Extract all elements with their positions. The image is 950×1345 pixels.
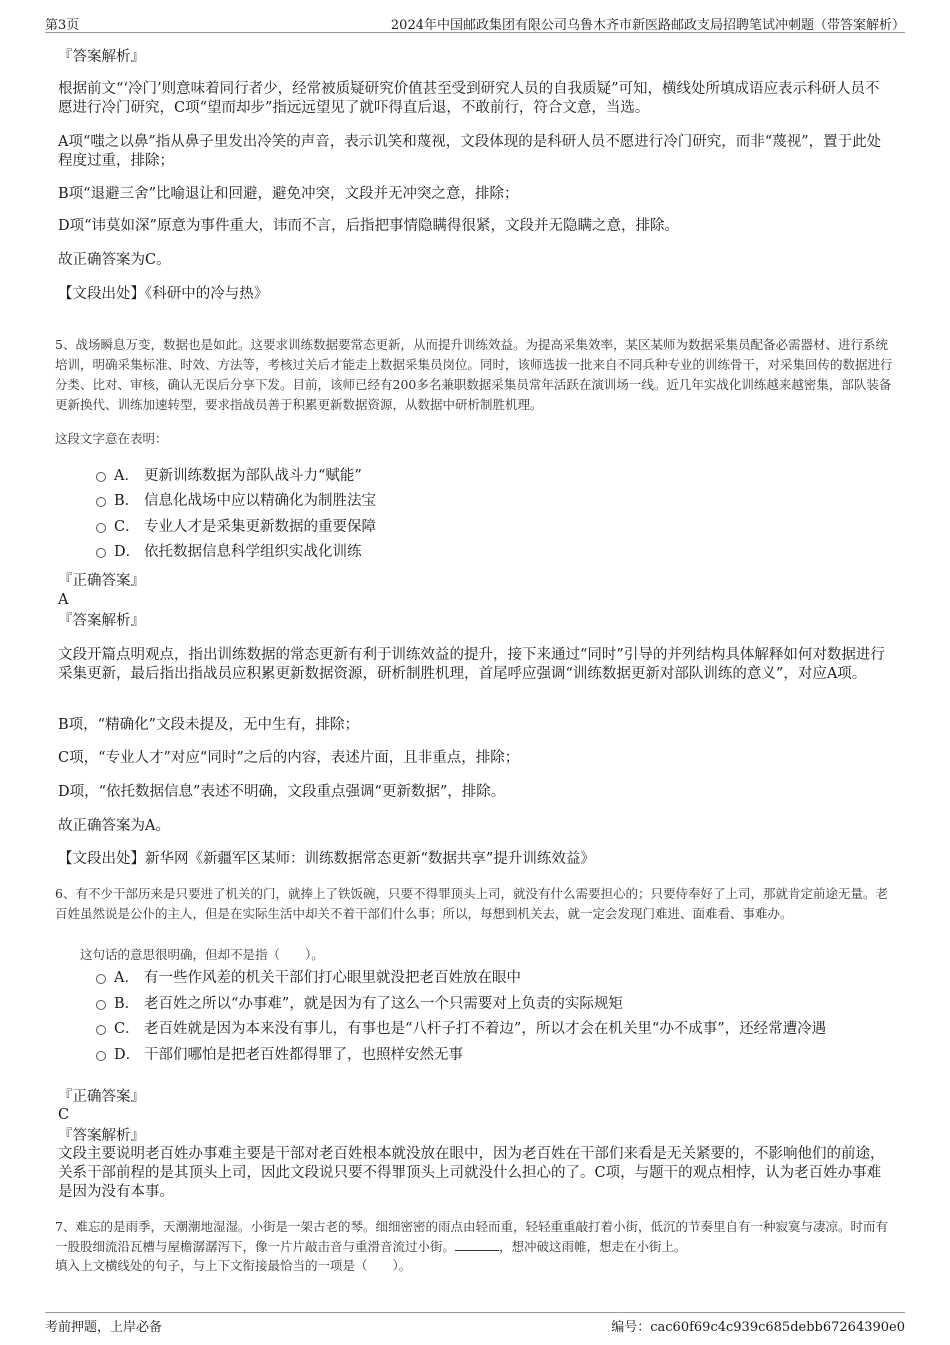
fill-blank — [455, 1238, 499, 1251]
footer-slogan: 考前押题，上岸必备 — [45, 1320, 163, 1335]
page-header — [45, 12, 905, 33]
q6-analysis-paragraph: 文段主要说明老百姓办事难主要是干部对老百姓根本就没放在眼中，因为老百姓在干部们来看是无关紧要的，不影响他们的前途，关系干部前程的是其顶头上司，因此文段说只要不得罪顶头上司就没什么担心的了。C项，与题干的观点相悖，认为老百姓办事难是因为没有本事。 — [58, 1146, 885, 1200]
q7-question: 填入上文横线处的句子，与上下文衔接最恰当的一项是（ ）。 — [55, 1258, 412, 1273]
radio-icon[interactable] — [96, 1051, 106, 1061]
page-footer — [45, 1312, 905, 1335]
q6-answer: C — [58, 1107, 70, 1123]
q5-analysis-label: 『答案解析』 — [58, 613, 145, 629]
q5-option-b[interactable]: B． 信息化战场中应以精确化为制胜法宝 — [96, 491, 376, 511]
q7-stem: 7、难忘的是雨季，天潮潮地湿湿。小街是一架古老的琴。细细密密的雨点由轻而重，轻轻重重敲打着小街，低沉的节奏里自有一种寂寞与凄凉。时而有一股股细流沿瓦槽与屋檐潺潺泻下，像一片片敲击音与重滑音流过小街。 ，想冲破这雨帷，想走在小街上。 — [55, 1219, 888, 1254]
q6-option-b[interactable]: B． 老百姓之所以“办事难”，就是因为有了这么一个只需要对上负责的实际规矩 — [96, 994, 623, 1014]
q5-analysis-paragraph: 文段开篇点明观点，指出训练数据的常态更新有利于训练效益的提升，接下来通过“同时”引导的并列结构具体解释如何对数据进行采集更新，最后指出指战员应积累更新数据资源，研析制胜机理，首尾呼应强调“训练数据更新对部队训练的意义”，对应A项。 — [58, 647, 885, 682]
q4-conclusion: 故正确答案为C。 — [58, 252, 171, 268]
q4-analysis-paragraph: 根据前文“‘冷门’则意味着同行者少，经常被质疑研究价值甚至受到研究人员的自我质疑”可知，横线处所填成语应表示科研人员不愿进行冷门研究，C项“望而却步”指远远望见了就吓得直后退，不敢前行，符合文意，当选。 — [58, 81, 880, 116]
q5-answer-label: 『正确答案』 — [58, 573, 145, 589]
q6-option-a[interactable]: A． 有一些作风差的机关干部们打心眼里就没把老百姓放在眼中 — [96, 968, 521, 988]
q4-source: 【文段出处】《科研中的冷与热》 — [58, 286, 269, 302]
q6-option-d[interactable]: D． 干部们哪怕是把老百姓都得罪了，也照样安然无事 — [96, 1045, 463, 1065]
q4-option-b-analysis: B项“退避三舍”比喻退让和回避，避免冲突，文段并无冲突之意，排除； — [58, 186, 519, 202]
document-title: 2024年中国邮政集团有限公司乌鲁木齐市新医路邮政支局招聘笔试冲刺题（带答案解析） — [390, 18, 905, 33]
q6-answer-label: 『正确答案』 — [58, 1089, 145, 1105]
radio-icon[interactable] — [96, 1025, 106, 1035]
q6-stem: 6、有不少干部历来是只要进了机关的门，就捧上了铁饭碗，只要不得罪顶头上司，就没有什么需要担心的；只要侍奉好了上司，那就肯定前途无量。老百姓虽然说是公仆的主人，但是在实际生活中却关不着干部们什么事；所以，每想到机关去，就一定会发现门难进、面难看、事难办。 — [55, 886, 888, 921]
q6-analysis-label: 『答案解析』 — [58, 1128, 145, 1144]
q5-option-d[interactable]: D． 依托数据信息科学组织实战化训练 — [96, 542, 362, 562]
q4-option-d-analysis: D项“讳莫如深”原意为事件重大，讳而不言，后指把事情隐瞒得很紧，文段并无隐瞒之意，排除。 — [58, 218, 679, 234]
q4-analysis-label: 『答案解析』 — [58, 49, 145, 65]
q5-option-b-analysis: B项，“精确化”文段未提及，无中生有，排除； — [58, 717, 359, 733]
q5-option-d-analysis: D项，“依托数据信息”表述不明确，文段重点强调“更新数据”，排除。 — [58, 784, 506, 800]
q5-option-a[interactable]: A． 更新训练数据为部队战斗力“赋能” — [96, 466, 362, 486]
radio-icon[interactable] — [96, 548, 106, 558]
radio-icon[interactable] — [96, 472, 106, 482]
radio-icon[interactable] — [96, 523, 106, 533]
q6-option-c[interactable]: C． 老百姓就是因为本来没有事儿，有事也是“八杆子打不着边”，所以才会在机关里“办不成事”，还经常遭冷遇 — [96, 1019, 826, 1039]
q5-question: 这段文字意在表明： — [55, 431, 168, 446]
radio-icon[interactable] — [96, 1000, 106, 1010]
q6-question: 这句话的意思很明确，但却不是指（ ）。 — [80, 947, 324, 962]
page-number: 第3页 — [45, 18, 80, 33]
q4-option-a-analysis: A项“嗤之以鼻”指从鼻子里发出冷笑的声音，表示讥笑和蔑视，文段体现的是科研人员不愿进行冷门研究，而非“蔑视”，置于此处程度过重，排除； — [58, 134, 882, 169]
radio-icon[interactable] — [96, 974, 106, 984]
q5-answer: A — [58, 592, 69, 608]
q5-option-c-analysis: C项，“专业人才”对应“同时”之后的内容，表述片面，且非重点，排除； — [58, 750, 520, 766]
q5-option-c[interactable]: C． 专业人才是采集更新数据的重要保障 — [96, 517, 376, 537]
q5-conclusion: 故正确答案为A。 — [58, 818, 170, 834]
q5-stem: 5、战场瞬息万变，数据也是如此。这要求训练数据要常态更新，从而提升训练效益。为提高采集效率，某区某师为数据采集员配备必需器材、进行系统培训，明确采集标准、时效、方法等，考核过关后才能走上数据采集员岗位。同时，该师选拔一批来自不同兵种专业的训练骨干，对采集回传的数据进行分类、比对、审核，确认无误后分享下发。目前，该师已经有200多名兼职数据采集员常年活跃在演训场一线。近几年实战化训练越来越密集，部队装备更新换代、训练加速转型，要求指战员善于积累更新数据资源，从数据中研析制胜机理。 — [55, 337, 893, 412]
document-id: 编号：cac60f69c4c939c685debb67264390e0 — [611, 1320, 905, 1335]
radio-icon[interactable] — [96, 497, 106, 507]
q5-source: 【文段出处】新华网《新疆军区某师：训练数据常态更新“数据共享”提升训练效益》 — [58, 851, 595, 867]
